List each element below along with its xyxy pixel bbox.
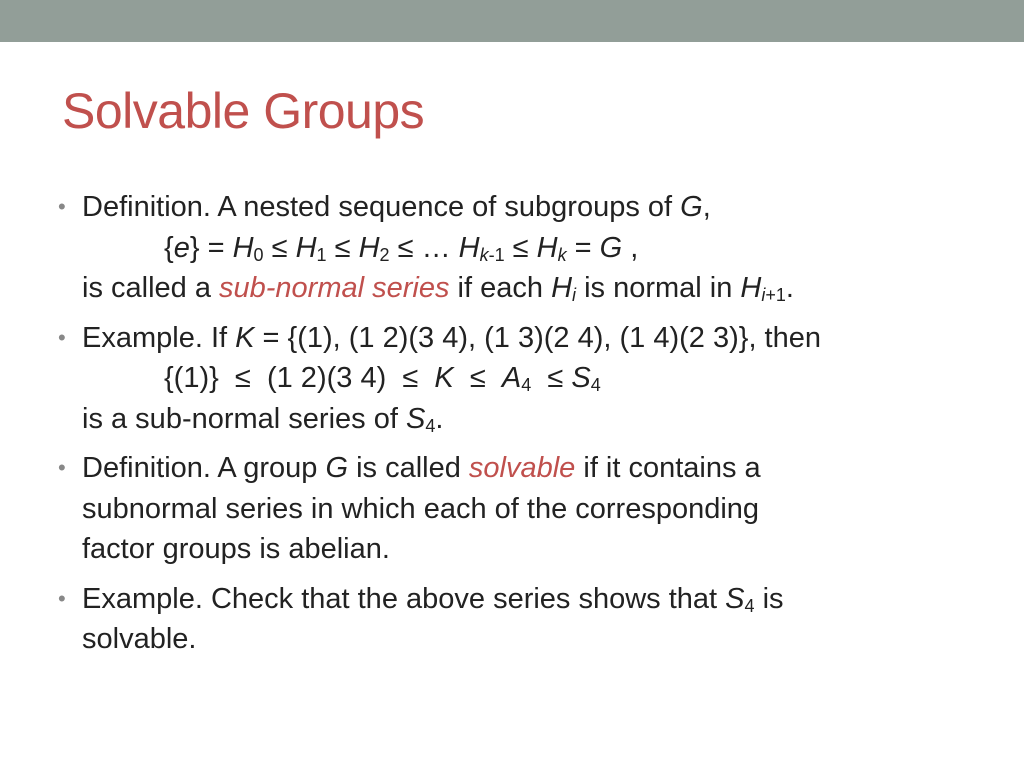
term-solvable: solvable <box>468 452 576 484</box>
example-line-1: Example. If K = {(1), (1 2)(3 4), (1 3)(2 4), (1 4)(2 3)}, then <box>82 321 822 354</box>
bullet-icon: • <box>58 324 66 350</box>
slide-title: Solvable Groups <box>62 83 425 139</box>
bullet-example-s4 <box>58 579 998 660</box>
bullet-icon: • <box>58 585 66 611</box>
s4-line-1: Example. Check that the above series shows that $S_4$ is <box>82 582 784 616</box>
solvable-line-2: subnormal series in which each of the corresponding <box>82 492 760 525</box>
definition-line-3: is called a sub-normal series if each $H_i$ is normal in $H_{i+1}$. <box>82 272 794 305</box>
definition-line-1: Definition. A nested sequence of subgroups of G, <box>82 191 711 223</box>
solvable-line-3: factor groups is abelian. <box>82 533 390 565</box>
term-sub-normal-series: sub-normal series <box>219 272 450 304</box>
solvable-line-1: Definition. A group G is called solvable if it contains a <box>82 452 761 484</box>
bullet-icon: • <box>58 194 66 219</box>
bullet-example-klein <box>58 318 998 440</box>
example-line-3: is a sub-normal series of $S_4$. <box>82 402 444 436</box>
top-bar <box>0 0 1024 42</box>
example-series: {(1)} ≤ (1 2)(3 $4) \le K \le A_4 \le S_4$ <box>164 362 601 395</box>
s4-line-2: solvable. <box>82 623 197 655</box>
bullet-definition-subnormal <box>58 187 998 309</box>
series-formula: $\{e\} = H_0 \le H_1 \le H_2$ ≤ … $H_{k-1} \le H_k = G$ , <box>164 231 639 265</box>
slide-body <box>58 187 998 669</box>
bullet-icon: • <box>58 455 66 480</box>
bullet-definition-solvable <box>58 448 998 570</box>
